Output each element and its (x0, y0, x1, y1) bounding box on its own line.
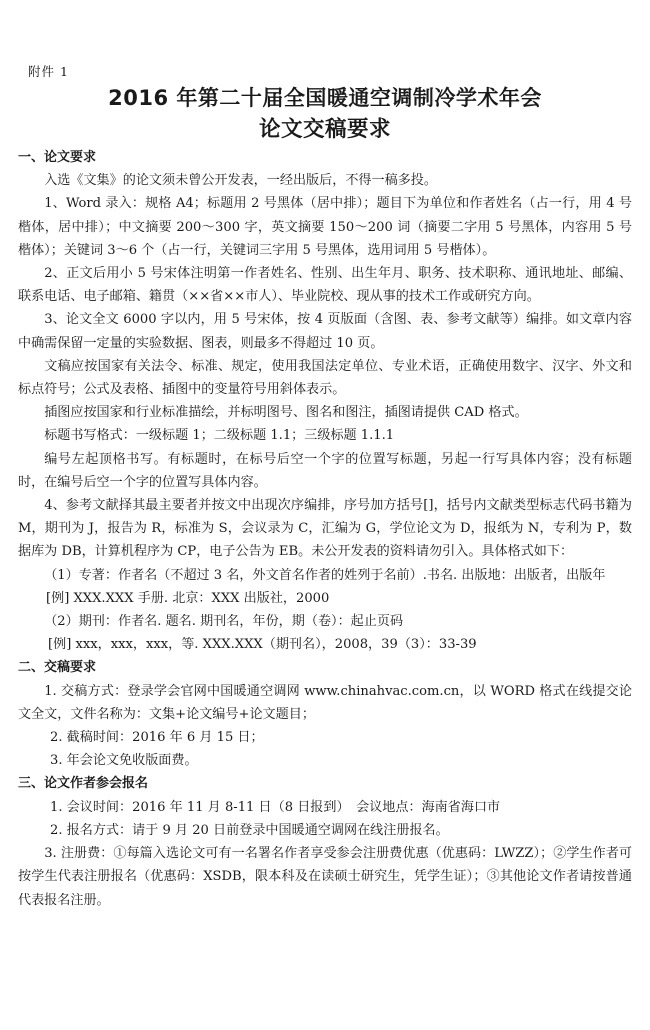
section-heading-paper-requirements: 一、论文要求 (18, 150, 97, 165)
list-item: 1. 会议时间：2016 年 11 月 8-11 日（8 日报到） 会议地点：海南省海口市 (50, 799, 501, 815)
paragraph: 标题书写格式：一级标题 1；二级标题 1.1；三级标题 1.1.1 (44, 428, 395, 444)
paragraph: （1）专著：作者名（不超过 3 名，外文首名作者的姓列于名前）.书名. 出版地：出版者，出版年 (44, 567, 606, 583)
paragraph: 2、正文后用小 5 号宋体注明第一作者姓名、性别、出生年月、职务、技术职称、通讯地址、邮编、联系电话、电子邮箱、籍贯（××省××市人）、毕业院校、现从事的技术工作或研究方向。 (18, 266, 632, 305)
section-heading-author-registration: 三、论文作者参会报名 (18, 776, 149, 792)
list-item: 1. 交稿方式：登录学会官网中国暖通空调网 www.chinahvac.com.cn，以 WORD 格式在线提交论文全文，文件名称为：文集+论文编号+论文题目； (18, 683, 632, 722)
document-body (18, 146, 632, 912)
example-line: [例] XXX.XXX 手册. 北京：XXX 出版社，2000 (46, 590, 330, 606)
paragraph: 入选《文集》的论文须未曾公开发表，一经出版后，不得一稿多投。 (44, 173, 437, 189)
paragraph: 文稿应按国家有关法令、标准、规定，使用我国法定单位、专业术语，正确使用数字、汉字、外文和标点符号；公式及表格、插图中的变量符号用斜体表示。 (18, 358, 632, 398)
list-item: 2. 报名方式：请于 9 月 20 日前登录中国暖通空调网在线注册报名。 (50, 822, 449, 838)
paragraph: 3、论文全文 6000 字以内，用 5 号宋体，按 4 页版面（含图、表、参考文献等）编排。如文章内容中确需保留一定量的实验数据、图表，则最多不得超过 10 页。 (18, 312, 632, 351)
list-item: 3. 年会论文免收版面费。 (50, 753, 198, 769)
document-subtitle: 论文交稿要求 (258, 117, 391, 142)
paragraph: 4、参考文献择其最主要者并按文中出现次序编排，序号加方括号[]，括号内文献类型标志代码书籍为 M，期刊为 J，报告为 R，标准为 S，会议录为 C，汇编为 G，学位论文为 D，报纸为 N，专利为 P，数据库为 DB，计算机程序为 CP，电子公告为 EB。未公开发表的资料请勿引入。具体格式如下： (18, 498, 632, 560)
list-item: 2. 截稿时间：2016 年 6 月 15 日； (50, 730, 264, 746)
section-heading-submission-requirements: 二、交稿要求 (18, 660, 97, 676)
paragraph: 编号左起顶格书写。有标题时，在标号后空一个字的位置写标题，另起一行写具体内容；没有标题时，在编号后空一个字的位置写具体内容。 (18, 451, 632, 490)
list-item: 3. 注册费：①每篇入选论文可有一名署名作者享受参会注册费优惠（优惠码：LWZZ）；②学生作者可按学生代表注册报名（优惠码：XSDB，限本科及在读硕士研究生，凭学生证）；③其他论文作者请按普通代表报名注册。 (18, 846, 632, 908)
attachment-label: 附件 1 (28, 64, 69, 79)
example-line: [例] xxx，xxx，xxx，等. XXX.XXX（期刊名），2008，39（3）：33-39 (48, 637, 477, 653)
document-title: 2016 年第二十届全国暖通空调制冷学术年会 (108, 86, 542, 110)
paragraph: 插图应按国家和行业标准描绘，并标明图号、图名和图注，插图请提供 CAD 格式。 (44, 405, 528, 421)
paragraph: （2）期刊：作者名. 题名. 期刊名，年份，期（卷）：起止页码 (44, 614, 404, 630)
paragraph: 1、Word 录入：规格 A4；标题用 2 号黑体（居中排）；题目下为单位和作者姓名（占一行，用 4 号楷体，居中排）；中文摘要 200～300 字，英文摘要 150～200 词（摘要二字用 5 号黑体，内容用 5 号楷体）；关键词 3～6 个（占一行，关键词三字用 5 号黑体，选用词用 5 号楷体）。 (18, 196, 632, 258)
